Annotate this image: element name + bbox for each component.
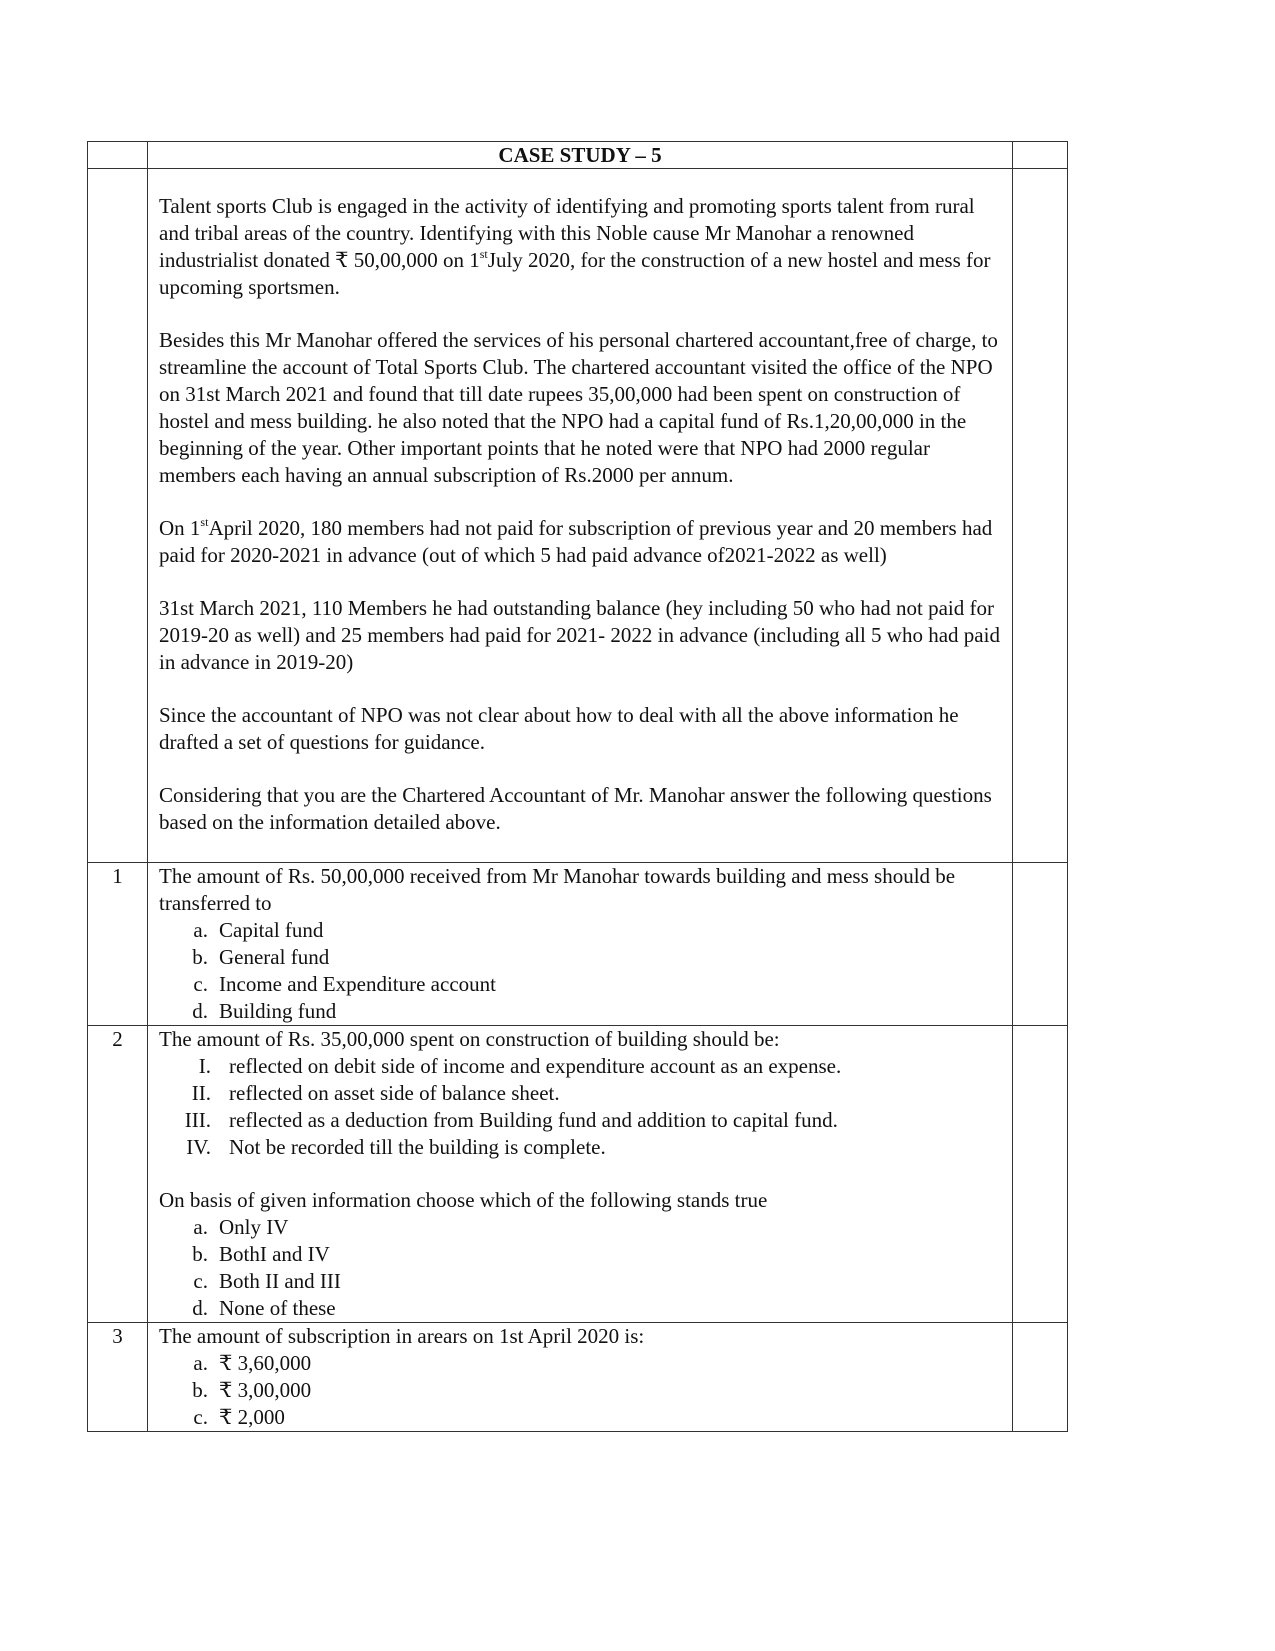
intro-paragraph-1: Talent sports Club is engaged in the activity of identifying and promoting sports talent from rural and tribal areas of the country. Identifying with this Noble cause Mr Manohar a renowned industrialist donated ₹ 50,00,000 on 1stJuly 2020, for the construction of a new hostel and mess for upcoming sportsmen.	[159, 194, 991, 299]
option-item: b. ₹ 3,00,000	[192, 1378, 312, 1402]
option-item: d. None of these	[192, 1296, 336, 1320]
marks-cell	[1013, 1323, 1068, 1432]
option-item: d. Building fund	[192, 999, 337, 1023]
option-item: c. Income and Expenditure account	[193, 972, 496, 996]
intro-paragraph-6: Considering that you are the Chartered Accountant of Mr. Manohar answer the following questions based on the information detailed above.	[159, 783, 992, 834]
case-study-title: CASE STUDY – 5	[148, 142, 1013, 169]
intro-paragraph-3: On 1stApril 2020, 180 members had not paid for subscription of previous year and 20 members had paid for 2020-2021 in advance (out of which 5 had paid advance of2021-2022 as well)	[159, 515, 993, 567]
question-cell	[148, 1026, 1013, 1323]
header-marks-cell	[1013, 142, 1068, 169]
intro-num-cell	[88, 169, 148, 863]
intro-paragraph-5: Since the accountant of NPO was not clear about how to deal with all the above information he drafted a set of questions for guidance.	[159, 703, 959, 754]
option-item: c. ₹ 2,000	[193, 1405, 285, 1429]
options-list	[159, 1214, 1004, 1322]
question-row-3	[88, 1323, 1068, 1432]
question-number: 1	[88, 863, 148, 1026]
option-item: c. Both II and III	[193, 1269, 341, 1293]
statement-item: II. reflected on asset side of balance sheet.	[191, 1081, 560, 1105]
option-item: a. Capital fund	[193, 918, 324, 942]
intro-cell	[148, 169, 1013, 863]
statement-item: III. reflected as a deduction from Building fund and addition to capital fund.	[184, 1108, 838, 1132]
intro-row	[88, 169, 1068, 863]
option-item: a. Only IV	[193, 1215, 289, 1239]
header-row	[88, 142, 1068, 169]
marks-cell	[1013, 1026, 1068, 1323]
option-item: b. BothI and IV	[192, 1242, 330, 1266]
options-list	[159, 1350, 1004, 1431]
statement-item: IV. Not be recorded till the building is complete.	[186, 1135, 606, 1159]
statements-list	[159, 1053, 1004, 1161]
question-prompt: On basis of given information choose which of the following stands true	[159, 1188, 768, 1212]
question-row-2	[88, 1026, 1068, 1323]
intro-paragraph-2: Besides this Mr Manohar offered the services of his personal chartered accountant,free of charge, to streamline the account of Total Sports Club. The chartered accountant visited the office of the NPO on 31st March 2021 and found that till date rupees 35,00,000 had been spent on construction of hostel and mess building. he also noted that the NPO had a capital fund of Rs.1,20,00,000 in the beginning of the year. Other important points that he noted were that NPO had 2000 regular members each having an annual subscription of Rs.2000 per annum.	[159, 328, 998, 487]
question-cell	[148, 1323, 1013, 1432]
question-cell	[148, 863, 1013, 1026]
statement-item: I. reflected on debit side of income and expenditure account as an expense.	[198, 1054, 842, 1078]
question-row-1	[88, 863, 1068, 1026]
option-item: a. ₹ 3,60,000	[193, 1351, 312, 1375]
option-item: b. General fund	[192, 945, 330, 969]
question-text: The amount of subscription in arears on 1st April 2020 is:	[159, 1324, 645, 1348]
marks-cell	[1013, 863, 1068, 1026]
question-number: 2	[88, 1026, 148, 1323]
question-text: The amount of Rs. 35,00,000 spent on construction of building should be:	[159, 1027, 780, 1051]
question-text: The amount of Rs. 50,00,000 received from Mr Manohar towards building and mess should be transferred to	[159, 864, 956, 915]
intro-marks-cell	[1013, 169, 1068, 863]
case-study-table	[87, 141, 1068, 1432]
intro-paragraph-4: 31st March 2021, 110 Members he had outstanding balance (hey including 50 who had not paid for 2019-20 as well) and 25 members had paid for 2021- 2022 in advance (including all 5 who had paid in advance in 2019-20)	[159, 596, 1000, 674]
header-num-cell	[88, 142, 148, 169]
options-list	[159, 917, 1004, 1025]
question-number: 3	[88, 1323, 148, 1432]
